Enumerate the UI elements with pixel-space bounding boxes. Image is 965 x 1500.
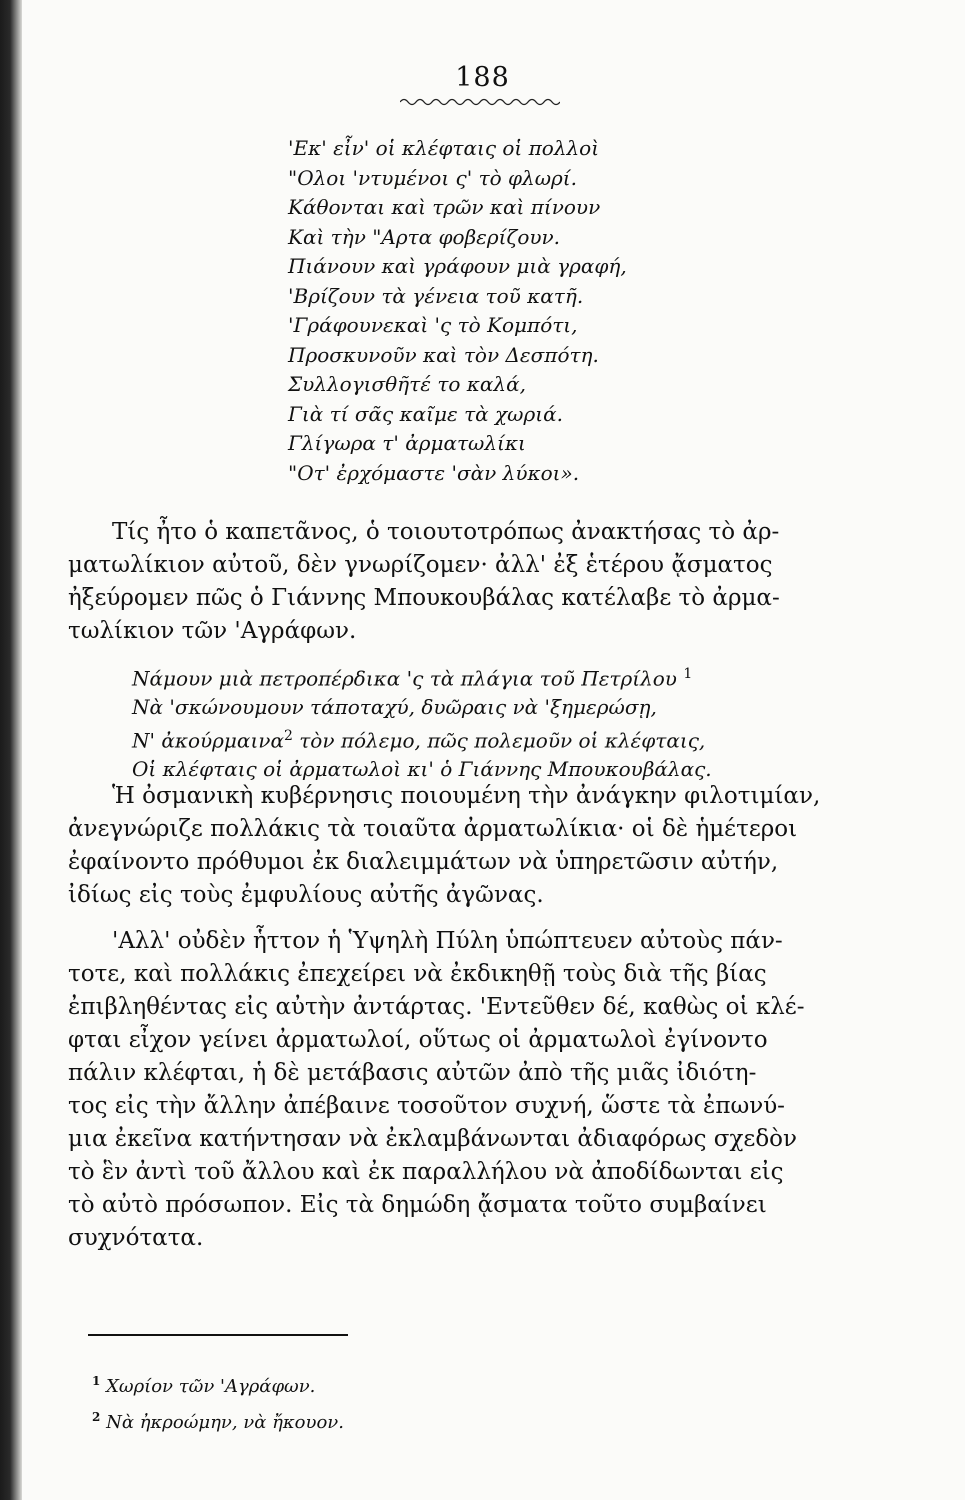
poem-middle [120,660,880,783]
text-line: Τίς ἦτο ὁ καπετᾶνος, ὁ τοιουτοτρόπως ἀνακτήσας τὸ ἀρ- [112,519,780,545]
paragraph-3 [68,925,908,1255]
text-line: ἰδίως εἰς τοὺς ἐμφυλίους αὐτῆς ἀγῶνας. [68,882,544,908]
footnote-text: Νὰ ἠκροώμην, νὰ ἤκουον. [100,1412,344,1433]
text-line: Ἡ ὀσμανικὴ κυβέρνησις ποιουμένη τὴν ἀνάγκην φιλοτιμίαν, [112,783,821,809]
poem-line: Καὶ τὴν "Αρτα φοβερίζουν. [288,224,561,249]
poem-line-text: τὸν πόλεμο, πῶς πολεμοῦν οἱ κλέφταις, [292,728,706,753]
page-number: 188 [455,62,510,93]
text-line: πάλιν κλέφται, ἡ δὲ μετάβασις αὐτῶν ἀπὸ τῆς μιᾶς ἰδιότη- [68,1060,757,1086]
poem-line-text: Ν' ἀκούρμαινα [132,728,284,753]
poem-line: 'Εκ' εἶν' οἱ κλέφταις οἱ πολλοὶ [288,136,600,160]
text-line: ματωλίκιον αὐτοῦ, δὲν γνωρίζομεν· ἀλλ' ἐξ ἑτέρου ᾄσματος [68,552,773,578]
text-line: ἐφαίνοντο πρόθυμοι ἐκ διαλειμμάτων νὰ ὑπηρετῶσιν αὐτήν, [68,849,779,875]
ornamental-rule [400,96,560,108]
poem-line: Γλίγωρα τ' ἀρματωλίκι [288,431,526,455]
poem-line: Γιὰ τί σᾶς καῖμε τὰ χωριά. [288,401,563,426]
footnote [92,1402,692,1438]
footnote-divider [88,1334,348,1336]
poem-top [288,134,808,488]
poem-line: Νὰ 'σκώνουμουν τάποταχύ, δυῶραις νὰ 'ξημερώσῃ, [132,695,657,720]
text-line: τος εἰς τὴν ἄλλην ἀπέβαινε τοσοῦτον συχνή, ὥστε τὰ ἐπωνύ- [68,1093,785,1119]
footnote-mark: 1 [92,1374,101,1388]
poem-line: "Οτ' ἐρχόμαστε 'σὰν λύκοι». [288,460,580,485]
poem-line-text: Νάμουν μιὰ πετροπέρδικα 'ς τὰ πλάγια τοῦ Πετρίλου [132,666,677,691]
poem-line [120,722,880,755]
poem-line: 'Γράφουνεκαὶ 'ς τὸ Κομπότι, [288,313,578,337]
text-line: ἀνεγνώριζε πολλάκις τὰ τοιαῦτα ἀρματωλίκια· οἱ δὲ ἡμέτεροι [68,816,798,842]
text-line: τοτε, καὶ πολλάκις ἐπεχείρει νὰ ἐκδικηθῇ τοὺς διὰ τῆς βίας [68,961,767,987]
footnote-mark: 2 [92,1410,101,1424]
text-line: συχνότατα. [68,1225,204,1251]
text-line: μια ἐκεῖνα κατήντησαν νὰ ἐκλαμβάνωνται ἀδιαφόρως σχεδὸν [68,1126,798,1152]
text-line: τὸ ἓν ἀντὶ τοῦ ἄλλου καὶ ἐκ παραλλήλου νὰ ἀποδίδωνται εἰς [68,1159,784,1185]
text-line: τὸ αὐτὸ πρόσωπον. Εἰς τὰ δημώδη ᾄσματα τοῦτο συμβαίνει [68,1192,767,1218]
poem-line: Συλλογισθῆτέ το καλά, [288,372,526,396]
page-binding-shadow [0,0,22,1500]
poem-line: Οἱ κλέφταις οἱ ἀρματωλοὶ κι' ὁ Γιάννης Μπουκουβάλας. [132,756,712,781]
text-line: φται εἶχον γείνει ἀρματωλοί, οὕτως οἱ ἀρματωλοὶ ἐγίνοντο [68,1027,768,1053]
paragraph-1 [68,516,908,648]
footnote-ref: 2 [283,727,293,744]
text-line: 'Αλλ' οὐδὲν ἧττον ἡ Ὑψηλὴ Πύλη ὑπώπτευεν αὐτοὺς πάν- [112,928,783,954]
paragraph-2 [68,780,908,912]
footnote-ref: 1 [683,666,693,682]
poem-line: Πιάνουν καὶ γράφουν μιὰ γραφή, [288,254,627,278]
poem-line: Προσκυνοῦν καὶ τὸν Δεσπότη. [288,342,599,367]
text-line: ἠξεύρομεν πῶς ὁ Γιάννης Μπουκουβάλας κατέλαβε τὸ ἀρμα- [68,585,780,611]
poem-line: 'Βρίζουν τὰ γένεια τοῦ κατῆ. [288,283,584,308]
poem-line: Κάθονται καὶ τρῶν καὶ πίνουν [288,195,601,219]
poem-line [120,660,880,693]
poem-line: "Ολοι 'ντυμένοι ς' τὸ φλωρί. [288,165,577,190]
footnote [92,1366,692,1402]
footnotes [92,1366,692,1438]
text-line: ἐπιβληθέντας εἰς αὐτὴν ἀντάρτας. 'Εντεῦθεν δέ, καθὼς οἱ κλέ- [68,994,805,1020]
footnote-text: Χωρίον τῶν 'Αγράφων. [100,1376,316,1397]
text-line: τωλίκιον τῶν 'Αγράφων. [68,618,357,644]
